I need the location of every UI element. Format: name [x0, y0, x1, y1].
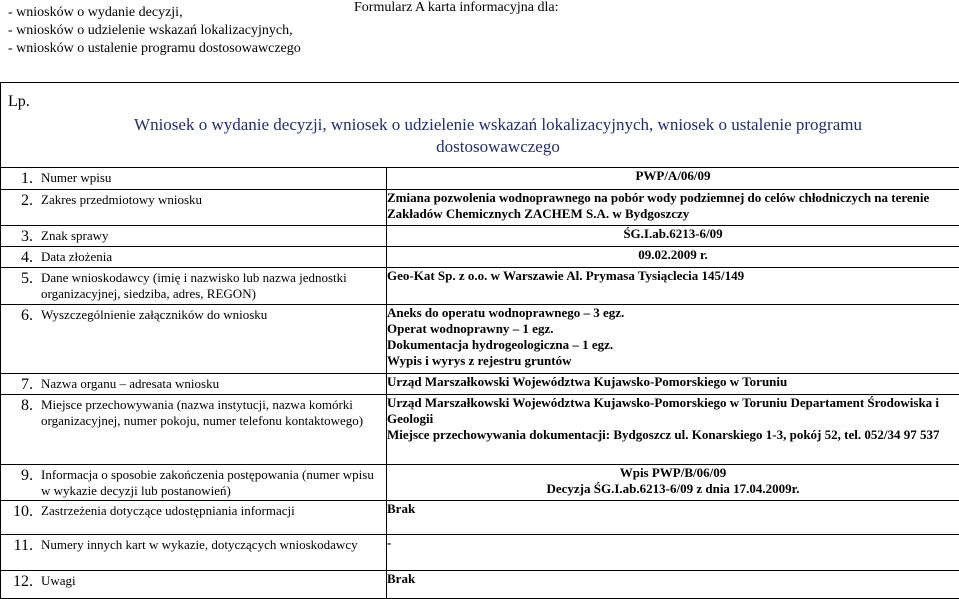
- table-row: [1, 247, 959, 268]
- table-row: [1, 190, 959, 226]
- table-row: [1, 374, 959, 395]
- row-value: Urząd Marszałkowski Województwa Kujawsko-Pomorskiego w Toruniu: [387, 374, 788, 389]
- row-value: Wypis i wyrys z rejestru gruntów: [387, 353, 572, 368]
- row-value: Urząd Marszałkowski Województwa Kujawsko-Pomorskiego w Toruniu Departament Środowiska i Geologii: [387, 395, 940, 426]
- row-value: ŚG.I.ab.6213-6/09: [623, 226, 723, 241]
- row-value: Dokumentacja hydrogeologiczna – 1 egz.: [387, 337, 614, 352]
- row-number: 9.: [21, 467, 33, 484]
- table-row: [1, 395, 959, 465]
- row-label: Informacja o sposobie zakończenia postępowania (numer wpisu w wykazie decyzji lub postanowień): [41, 467, 374, 498]
- table-row: [1, 535, 959, 571]
- row-number: 2.: [21, 192, 33, 209]
- row-value: Brak: [387, 501, 416, 516]
- row-value: -: [387, 535, 392, 550]
- row-label: Dane wnioskodawcy (imię i nazwisko lub nazwa jednostki organizacyjnej, siedziba, adres, REGON): [41, 270, 347, 301]
- row-number: 5.: [21, 270, 33, 287]
- intro-list-item: - wniosków o wydanie decyzji,: [8, 5, 183, 20]
- row-value: Decyzja ŚG.I.ab.6213-6/09 z dnia 17.04.2009r.: [546, 481, 800, 496]
- intro-list-item: - wniosków o udzielenie wskazań lokalizacyjnych,: [8, 23, 293, 38]
- row-label: Data złożenia: [41, 249, 113, 264]
- row-label: Nazwa organu – adresata wniosku: [41, 376, 220, 391]
- table-header-title: Wniosek o wydanie decyzji, wniosek o udzielenie wskazań lokalizacyjnych, wniosek o ustalenie programu dostosowawczego: [134, 115, 862, 156]
- row-value: 09.02.2009 r.: [638, 247, 708, 262]
- row-value: Wpis PWP/B/06/09: [619, 465, 727, 480]
- row-value: Miejsce przechowywania dokumentacji: Bydgoszcz ul. Konarskiego 1-3, pokój 52, tel. 052/34 97 537: [387, 427, 940, 442]
- table-row: [1, 226, 959, 247]
- row-value: Operat wodnoprawny – 1 egz.: [387, 321, 554, 336]
- row-value: Geo-Kat Sp. z o.o. w Warszawie Al. Prymasa Tysiąclecia 145/149: [387, 268, 745, 283]
- row-label: Numery innych kart w wykazie, dotyczących wnioskodawcy: [41, 537, 358, 552]
- intro-list-item: - wniosków o ustalenie programu dostosowawczego: [8, 41, 301, 56]
- row-label: Uwagi: [41, 573, 76, 588]
- row-number: 3.: [21, 228, 33, 245]
- row-label: Miejsce przechowywania (nazwa instytucji, nazwa komórki organizacyjnej, numer pokoju, numer telefonu kontaktowego): [41, 397, 364, 428]
- table-row: [1, 465, 959, 501]
- row-number: 10.: [13, 503, 33, 520]
- row-number: 4.: [21, 249, 33, 266]
- table-row: [1, 571, 959, 599]
- form-title: Formularz A karta informacyjna dla:: [354, 0, 559, 15]
- row-value: Zmiana pozwolenia wodnoprawnego na pobór wody podziemnej do celów chłodniczych na terenie Zakładów Chemicznych ZACHEM S.A. w Bydgoszczy: [387, 190, 930, 221]
- lp-label: Lp.: [8, 93, 30, 110]
- table-row: [1, 268, 959, 305]
- row-label: Wyszczególnienie załączników do wniosku: [41, 307, 268, 322]
- row-value: Aneks do operatu wodnoprawnego – 3 egz.: [387, 305, 625, 320]
- table-row: [1, 168, 959, 190]
- intro-list: [8, 4, 301, 58]
- row-number: 12.: [13, 573, 33, 590]
- table-row: [1, 501, 959, 535]
- row-label: Znak sprawy: [41, 228, 109, 243]
- row-number: 7.: [21, 376, 33, 393]
- table-row: [1, 305, 959, 374]
- row-label: Numer wpisu: [41, 170, 112, 185]
- row-number: 6.: [21, 307, 33, 324]
- info-table: [0, 82, 959, 599]
- row-number: 8.: [21, 397, 33, 414]
- row-number: 1.: [21, 170, 33, 187]
- row-label: Zastrzeżenia dotyczące udostępniania informacji: [41, 503, 295, 518]
- row-value: PWP/A/06/09: [635, 168, 711, 183]
- row-number: 11.: [13, 537, 33, 554]
- row-label: Zakres przedmiotowy wniosku: [41, 192, 203, 207]
- row-value: Brak: [387, 571, 416, 586]
